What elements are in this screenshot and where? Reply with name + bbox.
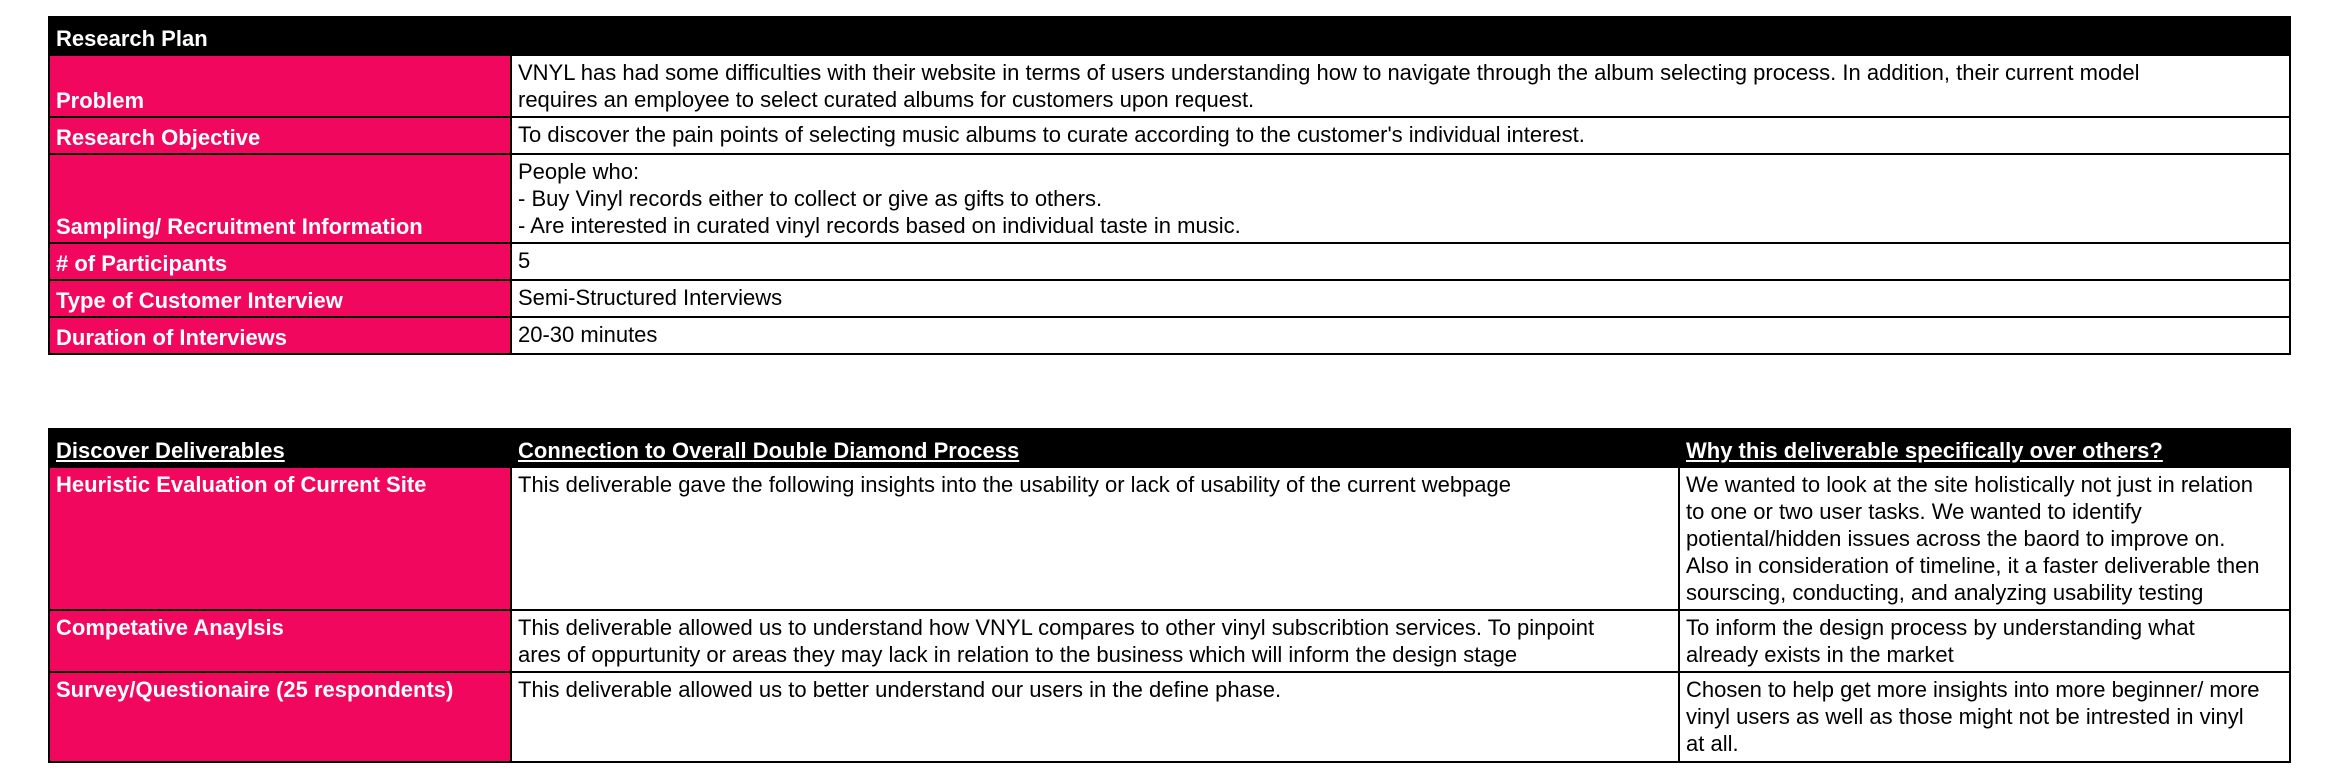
plan-value-duration — [511, 317, 2290, 354]
plan-label-participants: # of Participants — [49, 243, 511, 280]
deliverable-connection — [511, 672, 1679, 762]
connection-line: ares of oppurtunity or areas they may lack in relation to the business which will inform the design stage — [518, 642, 1518, 667]
research-plan-header-row — [49, 17, 2290, 55]
header-discover-deliverables: Discover Deliverables — [49, 429, 511, 467]
deliverable-why — [1679, 672, 2290, 762]
plan-row-research-objective — [49, 117, 2290, 154]
why-line: vinyl users as well as those might not be intrested in vinyl — [1686, 704, 2244, 729]
why-line: Also in consideration of timeline, it a faster deliverable then — [1686, 553, 2260, 578]
plan-row-participants — [49, 243, 2290, 280]
deliverable-name: Survey/Questionaire (25 respondents) — [49, 672, 511, 762]
plan-row-duration — [49, 317, 2290, 354]
plan-value-line: requires an employee to select curated albums for customers upon request. — [518, 87, 1255, 112]
why-line: to one or two user tasks. We wanted to identify — [1686, 499, 2142, 524]
plan-label-sampling: Sampling/ Recruitment Information — [49, 154, 511, 243]
header-why: Why this deliverable specifically over others? — [1679, 429, 2290, 467]
plan-label-research-objective: Research Objective — [49, 117, 511, 154]
header-connection: Connection to Overall Double Diamond Process — [511, 429, 1679, 467]
deliverables-header-row — [49, 429, 2290, 467]
plan-value-line: - Buy Vinyl records either to collect or give as gifts to others. — [518, 186, 1103, 211]
why-line: at all. — [1686, 731, 1739, 756]
plan-value-line: 20-30 minutes — [518, 322, 658, 347]
plan-label-duration: Duration of Interviews — [49, 317, 511, 354]
plan-value-line: Semi-Structured Interviews — [518, 285, 783, 310]
research-plan-table — [48, 16, 2291, 355]
why-line: Chosen to help get more insights into more beginner/ more — [1686, 677, 2260, 702]
deliverable-row-competitive — [49, 610, 2290, 672]
research-plan-title: Research Plan — [49, 17, 2290, 55]
deliverable-name: Heuristic Evaluation of Current Site — [49, 467, 511, 610]
deliverable-why — [1679, 610, 2290, 672]
plan-value-participants — [511, 243, 2290, 280]
plan-value-sampling — [511, 154, 2290, 243]
why-line: sourscing, conducting, and analyzing usability testing — [1686, 580, 2204, 605]
deliverable-name: Competative Anaylsis — [49, 610, 511, 672]
why-line: To inform the design process by understanding what — [1686, 615, 2195, 640]
deliverable-connection — [511, 610, 1679, 672]
connection-line: This deliverable allowed us to understand how VNYL compares to other vinyl subscribtion services. To pinpoint — [518, 615, 1595, 640]
plan-value-research-objective — [511, 117, 2290, 154]
plan-value-problem — [511, 55, 2290, 117]
deliverable-connection — [511, 467, 1679, 610]
plan-value-line: VNYL has had some difficulties with their website in terms of users understanding how to navigate through the album selecting process. In addition, their current model — [518, 60, 2140, 85]
plan-value-line: People who: — [518, 159, 640, 184]
plan-row-problem — [49, 55, 2290, 117]
plan-row-interview-type — [49, 280, 2290, 317]
deliverable-why — [1679, 467, 2290, 610]
why-line: already exists in the market — [1686, 642, 1954, 667]
plan-label-problem: Problem — [49, 55, 511, 117]
why-line: potiental/hidden issues across the baord to improve on. — [1686, 526, 2226, 551]
deliverable-row-heuristic — [49, 467, 2290, 610]
plan-label-interview-type: Type of Customer Interview — [49, 280, 511, 317]
plan-value-interview-type — [511, 280, 2290, 317]
connection-line: This deliverable gave the following insights into the usability or lack of usability of the current webpage — [518, 472, 1511, 497]
why-line: We wanted to look at the site holistically not just in relation — [1686, 472, 2254, 497]
deliverable-row-survey — [49, 672, 2290, 762]
plan-value-line: 5 — [518, 248, 531, 273]
deliverables-table — [48, 428, 2291, 763]
plan-value-line: To discover the pain points of selecting music albums to curate according to the customer's individual interest. — [518, 122, 1585, 147]
plan-row-sampling — [49, 154, 2290, 243]
plan-value-line: - Are interested in curated vinyl records based on individual taste in music. — [518, 213, 1241, 238]
connection-line: This deliverable allowed us to better understand our users in the define phase. — [518, 677, 1282, 702]
